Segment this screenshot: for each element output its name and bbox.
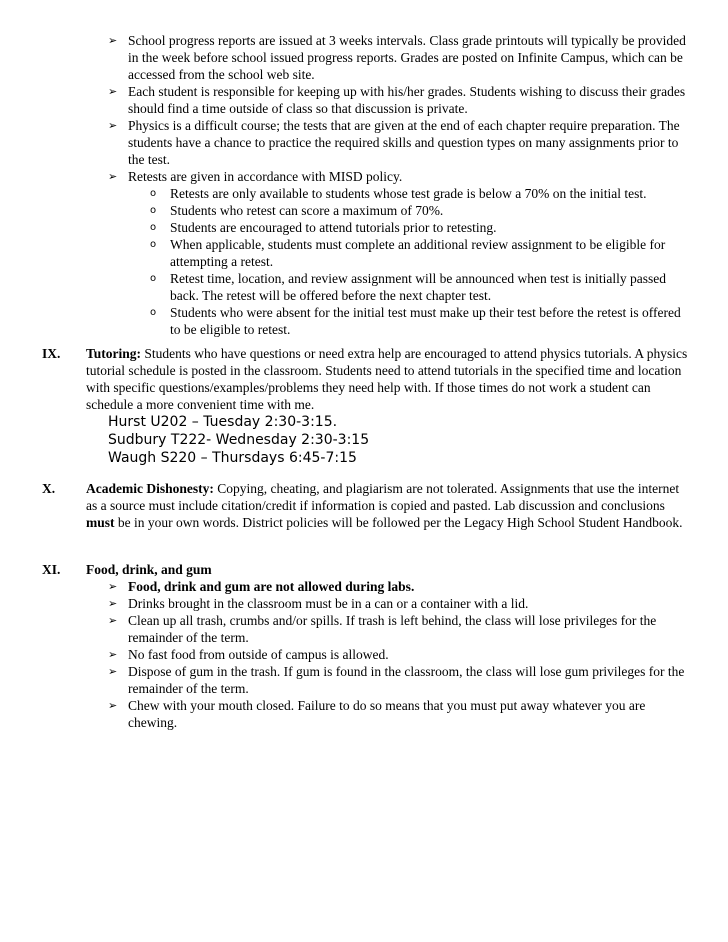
arrow-bullet-icon: ➢	[108, 614, 118, 627]
tutorial-schedule	[108, 413, 690, 467]
circle-bullet-icon: o	[150, 205, 157, 216]
emphasis-text: must	[86, 515, 115, 530]
bullet-item: ➢ School progress reports are issued at 3 weeks intervals. Class grade printouts will typically be provided in the week before school issued progress reports. Grades are posted on Infinite Campus, which can be accessed from the school web site.	[108, 33, 686, 82]
bullet-item: ➢ Dispose of gum in the trash. If gum is found in the classroom, the class will lose gum privileges for the remainder of the term.	[108, 664, 685, 696]
bullet-item: ➢ Drinks brought in the classroom must be in a can or a container with a lid.	[108, 596, 529, 611]
section-body	[86, 345, 690, 467]
bullet-item: ➢ Chew with your mouth closed. Failure to do so means that you must put away whatever you are chewing.	[108, 698, 646, 730]
section-text: Copying, cheating, and plagiarism are not tolerated. Assignments that use the internet as a source must include citation/credit if information is copied and pasted. Lab discussion and conclusions	[86, 481, 680, 513]
section-tutoring	[42, 345, 690, 467]
section-body	[86, 480, 690, 531]
section-academic-dishonesty	[42, 480, 690, 531]
retest-item: o Retests are only available to students whose test grade is below a 70% on the initial test.	[150, 186, 647, 201]
grading-bullet-list	[108, 32, 688, 338]
section-food-drink-gum	[42, 561, 690, 731]
arrow-bullet-icon: ➢	[108, 648, 118, 661]
bullet-item: ➢ Physics is a difficult course; the tests that are given at the end of each chapter require preparation. The students have a chance to practice the required skills and question types on many assignments prior to the test.	[108, 118, 680, 167]
circle-bullet-icon: o	[150, 222, 157, 233]
arrow-bullet-icon: ➢	[108, 34, 118, 47]
bullet-item: ➢ Each student is responsible for keeping up with his/her grades. Students wishing to discuss their grades should find a time outside of class so that discussion is private.	[108, 84, 686, 116]
section-number: XI.	[42, 562, 61, 577]
circle-bullet-icon: o	[150, 188, 157, 199]
arrow-bullet-icon: ➢	[108, 170, 118, 183]
schedule-line: Hurst U202 – Tuesday 2:30-3:15.	[108, 414, 338, 430]
bullet-item: ➢ Food, drink and gum are not allowed during labs.	[108, 579, 415, 594]
section-number: IX.	[42, 346, 61, 361]
circle-bullet-icon: o	[150, 307, 157, 318]
arrow-bullet-icon: ➢	[108, 85, 118, 98]
section-heading: Food, drink, and gum	[86, 562, 212, 577]
section-heading: Tutoring:	[86, 346, 142, 361]
retest-item: o Students are encouraged to attend tutorials prior to retesting.	[150, 220, 497, 235]
arrow-bullet-icon: ➢	[108, 119, 118, 132]
bullet-item: ➢ Clean up all trash, crumbs and/or spills. If trash is left behind, the class will lose privileges for the remainder of the term.	[108, 613, 657, 645]
section-body	[86, 561, 690, 731]
arrow-bullet-icon: ➢	[108, 665, 118, 678]
section-number: X.	[42, 481, 56, 496]
retest-item: o Students who were absent for the initial test must make up their test before the retest is offered to be eligible to retest.	[150, 305, 681, 337]
arrow-bullet-icon: ➢	[108, 580, 118, 593]
section-heading: Academic Dishonesty:	[86, 481, 214, 496]
arrow-bullet-icon: ➢	[108, 699, 118, 712]
circle-bullet-icon: o	[150, 273, 157, 284]
retest-item: o When applicable, students must complete an additional review assignment to be eligible for attempting a retest.	[150, 237, 666, 269]
bullet-item: ➢ Retests are given in accordance with MISD policy.	[108, 169, 403, 184]
section-text: be in your own words. District policies will be followed per the Legacy High School Student Handbook.	[114, 515, 683, 530]
circle-bullet-icon: o	[150, 239, 157, 250]
schedule-line: Sudbury T222- Wednesday 2:30-3:15	[108, 432, 370, 448]
food-bullet-list	[108, 578, 690, 731]
retest-item: o Students who retest can score a maximum of 70%.	[150, 203, 444, 218]
schedule-line: Waugh S220 – Thursdays 6:45-7:15	[108, 450, 357, 466]
arrow-bullet-icon: ➢	[108, 597, 118, 610]
bullet-item: ➢ No fast food from outside of campus is allowed.	[108, 647, 389, 662]
section-text: Students who have questions or need extra help are encouraged to attend physics tutorials. A physics tutorial schedule is posted in the classroom. Students need to attend tutorials in the specified time and location with specific questions/examples/problems they need help with. If those times do not work a student can schedule a more convenient time with me.	[86, 346, 688, 412]
retest-item: o Retest time, location, and review assignment will be announced when test is initially passed back. The retest will be offered before the next chapter test.	[150, 271, 667, 303]
